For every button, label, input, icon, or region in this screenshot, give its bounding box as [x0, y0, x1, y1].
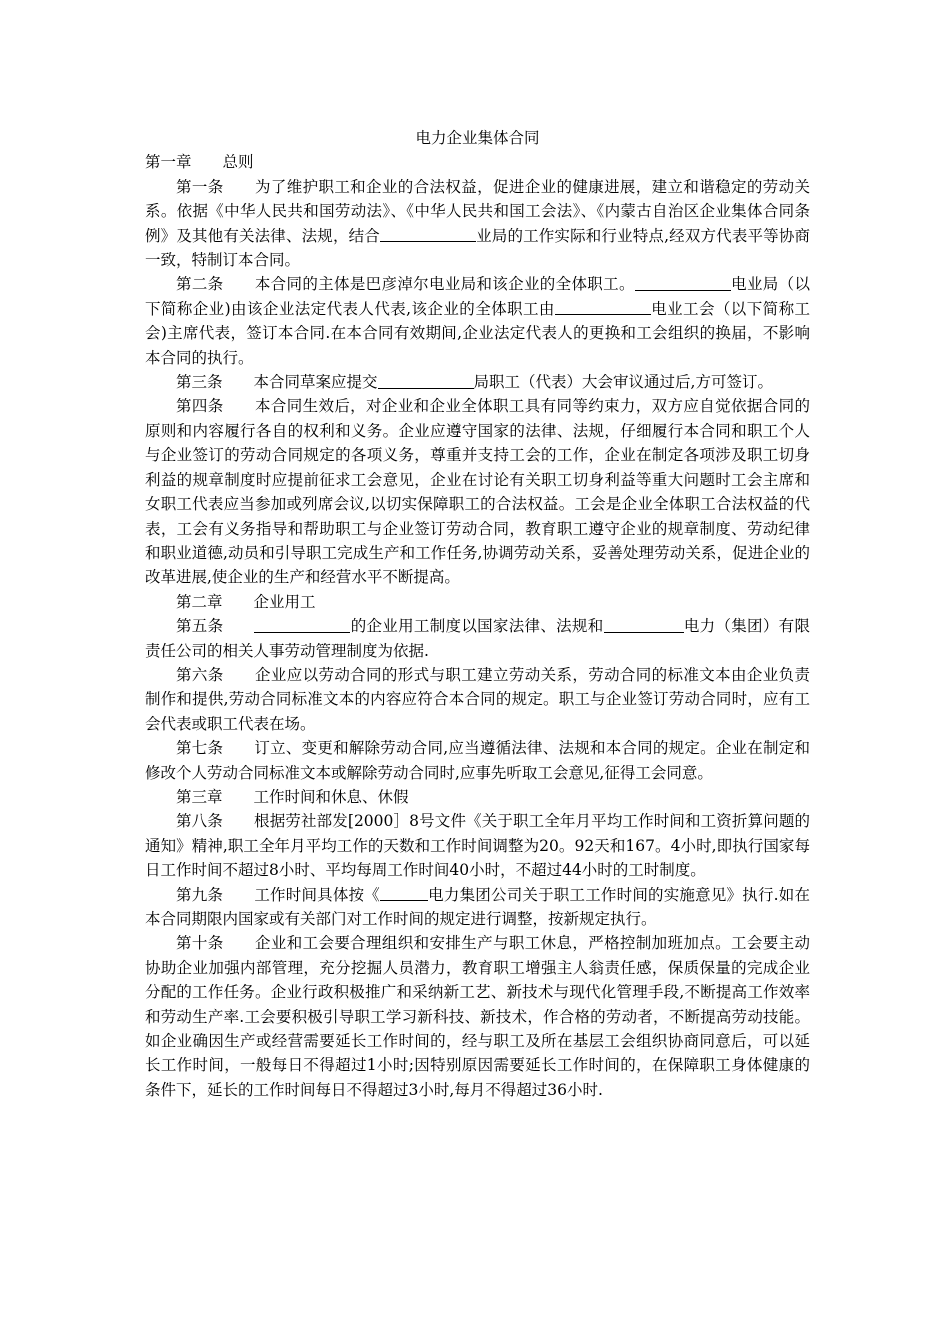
blank-field	[604, 616, 684, 633]
blank-field	[635, 274, 731, 291]
article-10: 第十条 企业和工会要合理组织和安排生产与职工休息，严格控制加班加点。工会要主动协助企业加强内部管理，充分挖掘人员潜力，教育职工增强主人翁责任感，保质保量的完成企业分配的工作任务。企业行政积极推广和采纳新工艺、新技术与现代化管理手段,不断提高工作效率和劳动生产率.工会要积极引导职工学习新科技、新技术，作合格的劳动者，不断提高劳动技能。如企业确因生产或经营需要延长工作时间的，经与职工及所在基层工会组织协商同意后，可以延长工作时间，一般每日不得超过1小时;因特别原因需要延长工作时间的，在保障职工身体健康的条件下，延长的工作时间每日不得超过3小时,每月不得超过36小时.	[145, 934, 810, 1099]
article-7: 第七条 订立、变更和解除劳动合同,应当遵循法律、法规和本合同的规定。企业在制定和修改个人劳动合同标准文本或解除劳动合同时,应事先听取工会意见,征得工会同意。	[145, 739, 810, 782]
blank-field	[254, 616, 350, 633]
chapter-1-name: 总则	[222, 153, 254, 172]
article-1: 第一条 为了维护职工和企业的合法权益，促进企业的健康进展，建立和谐稳定的劳动关系。依据《中华人民共和国劳动法》、《中华人民共和国工会法》、《内蒙古自治区企业集体合同条例》及其他有关法律、法规，结合 业局的工作实际和行业特点,经双方代表平等协商一致，特制订本合同。	[145, 177, 810, 270]
article-6-label: 第六条	[176, 665, 224, 684]
chapter-3-name: 工作时间和休息、休假	[253, 787, 409, 806]
article-3: 第三条 本合同草案应提交 局职工（代表）大会审议通过后,方可签订。	[176, 373, 773, 392]
chapter-3-heading	[145, 785, 810, 809]
chapter-2-heading	[145, 590, 810, 614]
article-1-label: 第一条	[176, 177, 224, 196]
blank-field	[555, 299, 651, 316]
blank-field	[378, 372, 474, 389]
article-5-label: 第五条	[176, 617, 224, 636]
chapter-2-name: 企业用工	[253, 592, 316, 611]
article-4-label: 第四条	[176, 397, 224, 416]
document-title: 电力企业集体合同	[415, 129, 540, 147]
article-9: 第九条 工作时间具体按《 电力集团公司关于职工工作时间的实施意见》执行.如在本合同期限内国家或有关部门对工作时间的规定进行调整，按新规定执行。	[145, 885, 810, 928]
chapter-2-label: 第二章	[176, 592, 223, 611]
chapter-1-heading	[145, 150, 810, 174]
article-2-label: 第二条	[176, 275, 224, 294]
blank-field	[380, 226, 476, 243]
document-page	[145, 126, 810, 1102]
article-4: 第四条 本合同生效后，对企业和企业全体职工具有同等约束力，双方应自觉依据合同的原则和内容履行各自的权利和义务。企业应遵守国家的法律、法规，仔细履行本合同和职工个人与企业签订的劳动合同规定的各项义务，尊重并支持工会的工作，企业在制定各项涉及职工切身利益的规章制度时应提前征求工会意见，企业在讨论有关职工切身利益等重大问题时工会主席和女职工代表应当参加或列席会议,以切实保障职工的合法权益。工会是企业全体职工合法权益的代表，工会有义务指导和帮助职工与企业签订劳动合同，教育职工遵守企业的规章制度、劳动纪律和职业道德,动员和引导职工完成生产和工作任务,协调劳动关系，妥善处理劳动关系，促进企业的改革进展,使企业的生产和经营水平不断提高。	[145, 397, 810, 587]
article-6: 第六条 企业应以劳动合同的形式与职工建立劳动关系，劳动合同的标准文本由企业负责制作和提供,劳动合同标准文本的内容应符合本合同的规定。职工与企业签订劳动合同时，应有工会代表或职工代表在场。	[145, 665, 810, 733]
article-9-label: 第九条	[176, 885, 224, 904]
chapter-1-label: 第一章	[145, 153, 192, 172]
article-10-label: 第十条	[176, 934, 224, 953]
article-8-label: 第八条	[176, 812, 223, 831]
article-5: 第五条 的企业用工制度以国家法律、法规和 电力（集团）有限责任公司的相关人事劳动管理制度为依据.	[145, 617, 810, 660]
article-7-label: 第七条	[176, 739, 224, 758]
article-3-label: 第三条	[176, 373, 223, 392]
chapter-3-label: 第三章	[176, 787, 223, 806]
article-8: 第八条 根据劳社部发[2000］8号文件《关于职工全年月平均工作时间和工资折算问题的通知》精神,职工全年月平均工作的天数和工作时间调整为20。92天和167。4小时,即执行国家每日工作时间不超过8小时、平均每周工作时间40小时，不超过44小时的工时制度。	[145, 812, 810, 880]
article-2: 第二条 本合同的主体是巴彦淖尔电业局和该企业的全体职工。 电业局（以下简称企业)由该企业法定代表人代表,该企业的全体职工由 电业工会（以下简称工会)主席代表，签订本合同.在本合同有效期间,企业法定代表人的更换和工会组织的换届，不影响本合同的执行。	[145, 275, 810, 367]
blank-field	[380, 885, 428, 902]
